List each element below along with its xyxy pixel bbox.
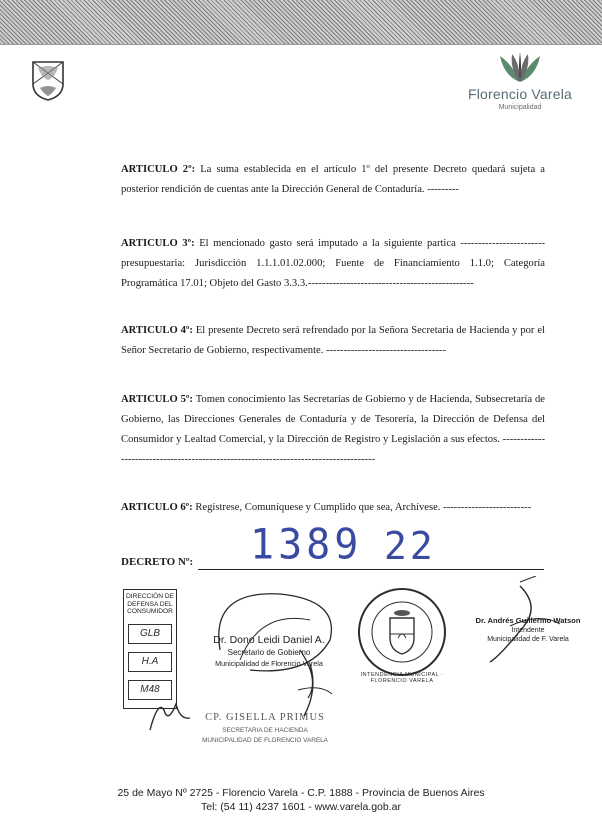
coat-of-arms-icon	[30, 58, 66, 102]
gobierno-signer-name: Dr. Dono Leidi Daniel A.	[213, 634, 325, 646]
footer-address: 25 de Mayo Nº 2725 - Florencio Varela - C.P. 1888 - Provincia de Buenos Aires	[117, 787, 485, 799]
initials-cell: M48	[128, 680, 172, 700]
intendente-signer-title: Intendente	[511, 627, 545, 634]
seal-text: INTENDENCIA MUNICIPAL · FLORENCIO VARELA	[360, 672, 444, 684]
gobierno-signer-org: Municipalidad de Florencio Varela	[215, 659, 323, 668]
article-heading: ARTICULO 3º:	[121, 238, 195, 249]
article-heading: ARTICULO 2º:	[121, 164, 196, 175]
decree-label: DECRETO Nº:	[121, 556, 194, 568]
decree-year-stamp: 22	[384, 524, 436, 568]
article-heading: ARTICULO 5º:	[121, 394, 193, 405]
stamp-header	[124, 590, 176, 616]
article-body: El mencionado gasto será imputado a la siguiente partica ------------------------ presupuestaria: Jurisdicción 1.1.1.01.02.000; Fuente de Financiamiento 1.1.0; Categoría Programática 17.01; Objeto del Gasto 3.3.3.-----------------------------------------------	[121, 238, 545, 289]
stamp-header-line: CONSUMIDOR	[127, 608, 173, 615]
article-body: La suma establecida en el artículo 1º del presente Decreto quedará sujeta a posterior rendición de cuentas ante la Dirección General de Contaduría. ---------	[121, 164, 545, 195]
intendente-signer-org: Municipalidad de F. Varela	[487, 636, 569, 643]
decree-number-stamp: 1389	[250, 520, 363, 570]
article-body: El presente Decreto será refrendado por la Señora Secretaria de Hacienda y por el Señor Secretario de Gobierno, respectivamente. ----------------------------------	[121, 325, 545, 356]
hacienda-signer-title: SECRETARIA DE HACIENDA	[222, 727, 308, 734]
article-6	[121, 498, 545, 518]
hacienda-signer-name: CP. GISELLA PRIMUS	[205, 712, 325, 723]
initials-cell: H.A	[128, 652, 172, 672]
logo-name: Florencio Varela	[467, 86, 573, 102]
initials-cell: GLB	[128, 624, 172, 644]
stamp-header-line: DIRECCIÓN DE	[126, 593, 174, 600]
article-4	[121, 321, 545, 361]
municipal-seal-icon	[356, 586, 448, 678]
article-3	[121, 234, 545, 294]
initial-signature-scribble	[140, 690, 200, 740]
article-5	[121, 390, 545, 470]
gobierno-signer-title: Secretario de Gobierno	[227, 648, 311, 657]
stamp-header-line: DEFENSA DEL	[127, 600, 173, 608]
article-body: Regístrese, Comuníquese y Cumplido que sea, Archívese. -------------------------	[192, 502, 532, 513]
article-body: Tomen conocimiento las Secretarías de Gobierno y de Hacienda, Subsecretaría de Gobierno, las Direcciones Generales de Contaduría y de Tesorería, la Dirección de Defensa del Consumidor y Lealtad Comercial, y la Dirección de Registro y Legislación a sus efectos. ------------------------------------------------------------------------------------	[121, 394, 545, 465]
article-2	[121, 160, 545, 200]
scan-header-band	[0, 0, 602, 45]
footer-contact: Tel: (54 11) 4237 1601 - www.varela.gob.ar	[200, 801, 401, 813]
hacienda-signature-scribble	[290, 660, 340, 720]
hacienda-signer-org: MUNICIPALIDAD DE FLORENCIO VARELA	[202, 737, 328, 744]
intendente-signer-name: Dr. Andrés Guillermo Watson	[475, 616, 581, 625]
logo-subtitle: Municipalidad	[498, 104, 542, 111]
florencio-varela-logo-icon	[494, 52, 546, 86]
article-heading: ARTICULO 4º:	[121, 325, 193, 336]
article-heading: ARTICULO 6º:	[121, 502, 193, 513]
